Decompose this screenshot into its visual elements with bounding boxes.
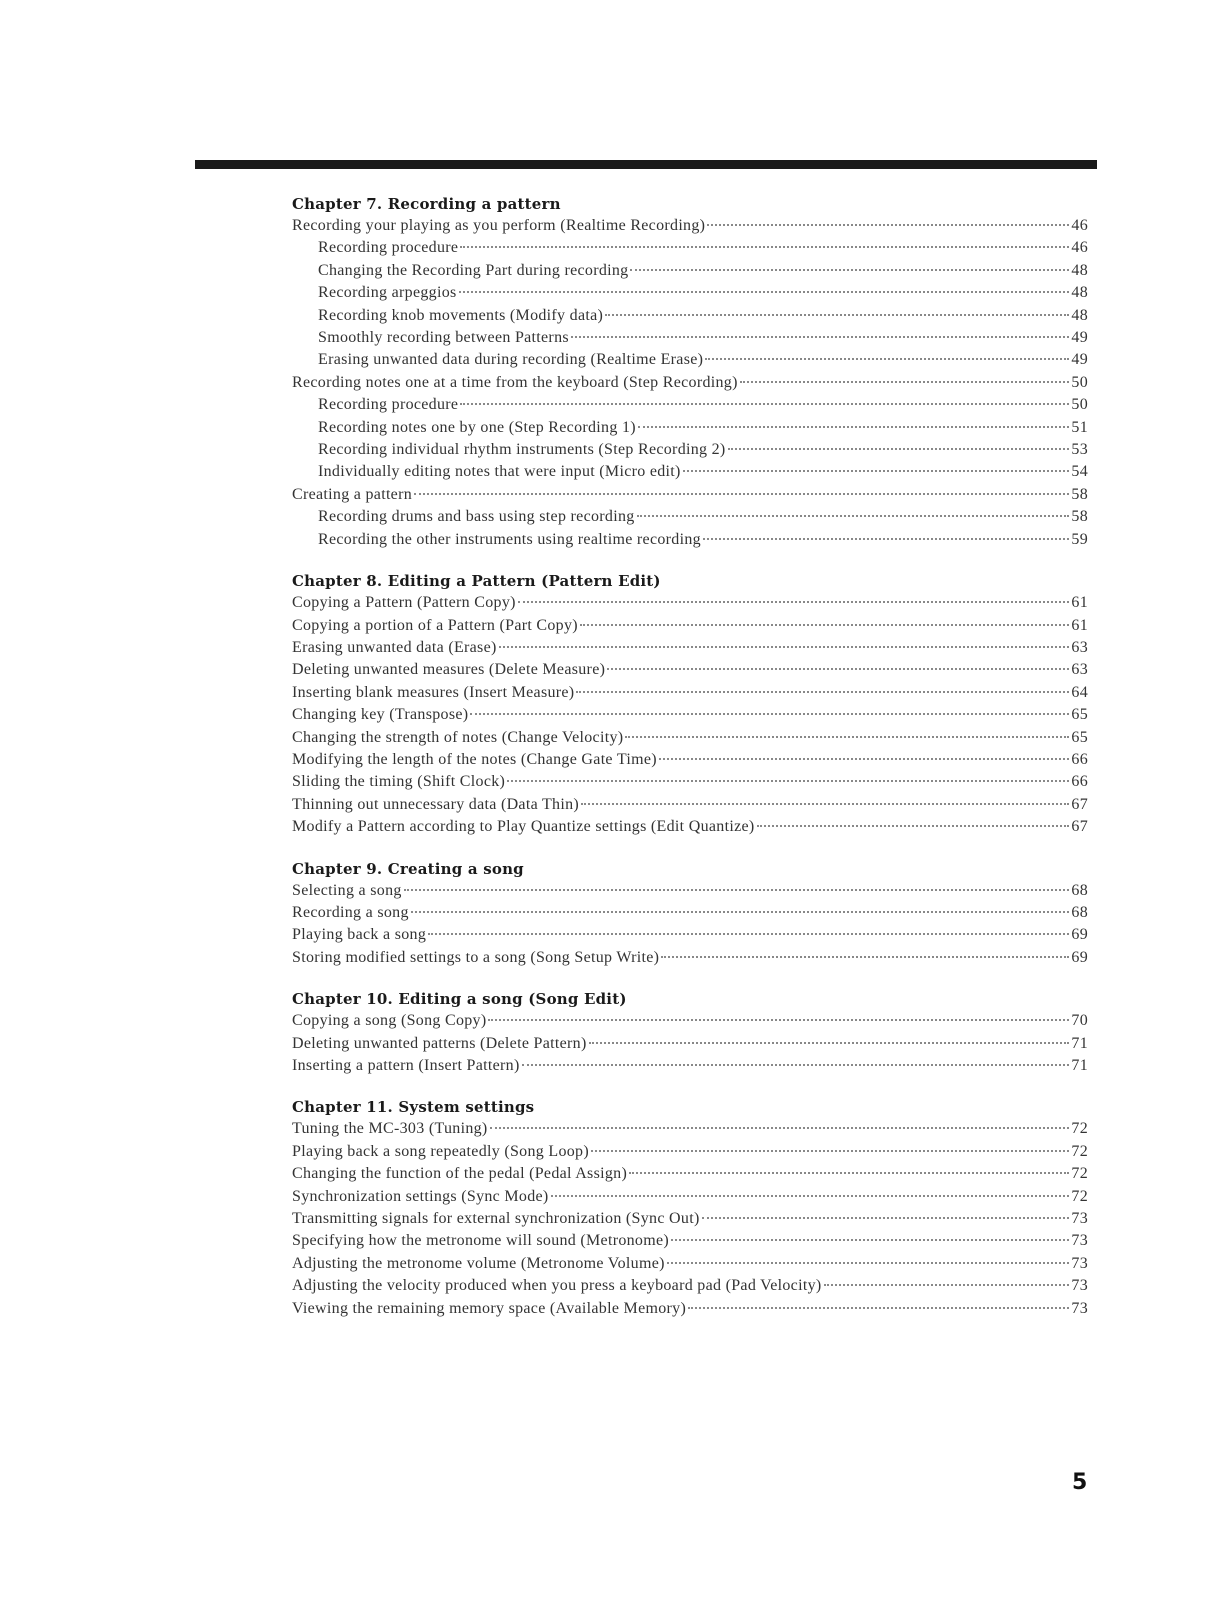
toc-entry-label: Selecting a song xyxy=(292,881,402,899)
toc-entry-page: 73 xyxy=(1071,1277,1088,1295)
toc-entry xyxy=(292,529,1088,551)
toc-entry-label: Recording individual rhythm instruments (Step Recording 2) xyxy=(318,441,726,459)
chapter-section xyxy=(292,988,1088,1077)
dot-leader xyxy=(470,713,1069,715)
toc-entry-page: 71 xyxy=(1071,1057,1088,1074)
toc-entry xyxy=(292,484,1088,506)
toc-entry xyxy=(292,794,1088,816)
chapter-title: Chapter 11. System settings xyxy=(292,1098,535,1117)
dot-leader xyxy=(460,246,1069,248)
toc-entry-label: Changing the strength of notes (Change Velocity) xyxy=(292,728,624,746)
toc-entry-label: Sliding the timing (Shift Clock) xyxy=(292,773,506,791)
toc-entry-label: Changing key (Transpose) xyxy=(292,706,469,724)
toc-entry-label: Copying a portion of a Pattern (Part Copy) xyxy=(292,616,578,634)
toc-entry-label: Recording a song xyxy=(292,903,409,921)
toc-entry-label: Thinning out unnecessary data (Data Thin) xyxy=(292,795,580,813)
chapter-title: Chapter 9. Creating a song xyxy=(292,859,524,878)
toc-entry xyxy=(292,1163,1088,1185)
toc-entry-label: Viewing the remaining memory space (Available Memory) xyxy=(292,1299,687,1317)
toc-entry xyxy=(292,461,1088,483)
toc-entry-page: 65 xyxy=(1071,706,1088,724)
dot-leader xyxy=(605,314,1069,316)
dot-leader xyxy=(428,933,1069,935)
dot-leader xyxy=(629,1172,1069,1174)
toc-entry-label: Storing modified settings to a song (Song Setup Write) xyxy=(292,948,660,966)
toc-entry xyxy=(292,439,1088,461)
toc-entry-page: 68 xyxy=(1071,903,1088,921)
chapter-title: Chapter 10. Editing a song (Song Edit) xyxy=(292,990,627,1009)
toc-entry-page: 66 xyxy=(1071,773,1088,791)
toc-entry-page: 73 xyxy=(1071,1254,1088,1272)
dot-leader xyxy=(576,691,1069,693)
toc-entry-page: 54 xyxy=(1071,463,1088,481)
toc-entry xyxy=(292,1010,1088,1032)
toc-entry xyxy=(292,659,1088,681)
dot-leader xyxy=(518,601,1070,603)
dot-leader xyxy=(659,758,1070,760)
toc-entry-page: 58 xyxy=(1071,485,1088,503)
toc-entry xyxy=(292,349,1088,371)
dot-leader xyxy=(404,889,1070,891)
toc-entry xyxy=(292,592,1088,614)
dot-leader xyxy=(499,646,1070,648)
dot-leader xyxy=(703,538,1069,540)
dot-leader xyxy=(688,1307,1069,1309)
toc-entry xyxy=(292,1230,1088,1252)
toc-entry-label: Copying a Pattern (Pattern Copy) xyxy=(292,594,516,612)
toc-entry-label: Adjusting the metronome volume (Metronome Volume) xyxy=(292,1254,665,1272)
toc-entry xyxy=(292,1141,1088,1163)
toc-entry-page: 65 xyxy=(1071,728,1088,746)
dot-leader xyxy=(581,803,1069,805)
chapter-section xyxy=(292,1096,1088,1320)
chapter-section xyxy=(292,570,1088,838)
dot-leader xyxy=(460,403,1069,405)
dot-leader xyxy=(589,1042,1070,1044)
toc-entry-page: 61 xyxy=(1071,616,1088,634)
toc-entry-page: 50 xyxy=(1071,373,1088,391)
toc-entry xyxy=(292,1186,1088,1208)
toc-entry xyxy=(292,1275,1088,1297)
toc-entry xyxy=(292,506,1088,528)
toc-entry-label: Inserting a pattern (Insert Pattern) xyxy=(292,1057,520,1074)
toc-entry-label: Inserting blank measures (Insert Measure) xyxy=(292,683,575,701)
dot-leader xyxy=(638,426,1070,428)
toc-entry xyxy=(292,727,1088,749)
toc-entry-page: 51 xyxy=(1071,418,1088,436)
dot-leader xyxy=(630,269,1069,271)
toc-entry-label: Recording arpeggios xyxy=(318,284,457,302)
toc-entry-label: Recording the other instruments using realtime recording xyxy=(318,530,701,548)
toc-entry xyxy=(292,260,1088,282)
dot-leader xyxy=(522,1064,1070,1066)
toc-entry-label: Modify a Pattern according to Play Quantize settings (Edit Quantize) xyxy=(292,818,755,836)
toc-entry-page: 58 xyxy=(1071,508,1088,526)
toc-entry xyxy=(292,1298,1088,1320)
toc-entry-page: 66 xyxy=(1071,750,1088,768)
toc-entry-label: Recording drums and bass using step recording xyxy=(318,508,635,526)
dot-leader xyxy=(728,448,1070,450)
toc-entry-page: 48 xyxy=(1071,306,1088,324)
toc-entry-label: Changing the Recording Part during recording xyxy=(318,261,629,279)
toc-entry-label: Recording procedure xyxy=(318,239,459,257)
toc-entry-label: Recording your playing as you perform (Realtime Recording) xyxy=(292,217,706,234)
toc-entry-page: 59 xyxy=(1071,530,1088,548)
dot-leader xyxy=(607,668,1069,670)
toc-entry-page: 49 xyxy=(1071,329,1088,347)
dot-leader xyxy=(580,624,1070,626)
dot-leader xyxy=(414,493,1069,495)
dot-leader xyxy=(488,1019,1069,1021)
toc-entry-page: 48 xyxy=(1071,261,1088,279)
toc-entry xyxy=(292,816,1088,838)
toc-entry-page: 46 xyxy=(1071,217,1088,234)
toc-entry xyxy=(292,1253,1088,1275)
dot-leader xyxy=(667,1262,1070,1264)
dot-leader xyxy=(705,358,1069,360)
toc-entry-label: Modifying the length of the notes (Change Gate Time) xyxy=(292,750,657,768)
dot-leader xyxy=(740,381,1070,383)
toc-entry-label: Playing back a song xyxy=(292,926,427,944)
toc-entry-label: Changing the function of the pedal (Pedal Assign) xyxy=(292,1165,628,1183)
toc-entry xyxy=(292,215,1088,237)
toc-entry-label: Creating a pattern xyxy=(292,485,413,503)
toc-entry-label: Playing back a song repeatedly (Song Loop) xyxy=(292,1142,589,1160)
dot-leader xyxy=(707,224,1069,226)
toc-entry-label: Recording knob movements (Modify data) xyxy=(318,306,604,324)
toc-entry-label: Recording notes one at a time from the keyboard (Step Recording) xyxy=(292,373,738,391)
dot-leader xyxy=(551,1195,1070,1197)
toc-entry xyxy=(292,417,1088,439)
toc-entry-label: Deleting unwanted measures (Delete Measure) xyxy=(292,661,606,679)
toc-entry-label: Deleting unwanted patterns (Delete Pattern) xyxy=(292,1034,587,1052)
toc-entry xyxy=(292,749,1088,771)
chapter-title: Chapter 8. Editing a Pattern (Pattern Edit) xyxy=(292,572,661,591)
toc-entry-page: 46 xyxy=(1071,239,1088,257)
toc-entry-page: 73 xyxy=(1071,1232,1088,1250)
toc-entry-label: Synchronization settings (Sync Mode) xyxy=(292,1187,549,1205)
toc-entry-page: 50 xyxy=(1071,396,1088,414)
toc-entry-page: 72 xyxy=(1071,1165,1088,1183)
toc-entry-label: Transmitting signals for external synchronization (Sync Out) xyxy=(292,1210,700,1228)
toc-entry-page: 67 xyxy=(1071,818,1088,836)
dot-leader xyxy=(824,1284,1070,1286)
toc-entry-page: 68 xyxy=(1071,881,1088,899)
toc-entry-page: 73 xyxy=(1071,1299,1088,1317)
toc-entry-page: 49 xyxy=(1071,351,1088,369)
dot-leader xyxy=(459,291,1070,293)
toc-entry-page: 69 xyxy=(1071,948,1088,966)
toc-entry-label: Adjusting the velocity produced when you press a keyboard pad (Pad Velocity) xyxy=(292,1277,822,1295)
toc-entry-page: 63 xyxy=(1071,638,1088,656)
toc-entry xyxy=(292,924,1088,946)
toc-entry-label: Recording notes one by one (Step Recording 1) xyxy=(318,418,636,436)
toc-entry-page: 70 xyxy=(1071,1012,1088,1030)
dot-leader xyxy=(571,336,1070,338)
toc-entry xyxy=(292,637,1088,659)
toc-entry-label: Erasing unwanted data (Erase) xyxy=(292,638,497,656)
toc-entry xyxy=(292,902,1088,924)
toc-entry-page: 48 xyxy=(1071,284,1088,302)
toc-entry xyxy=(292,305,1088,327)
toc-entry-label: Smoothly recording between Patterns xyxy=(318,329,569,347)
toc-entry-label: Copying a song (Song Copy) xyxy=(292,1012,487,1030)
dot-leader xyxy=(683,470,1070,472)
toc-entry-page: 72 xyxy=(1071,1187,1088,1205)
toc-entry xyxy=(292,682,1088,704)
dot-leader xyxy=(490,1127,1070,1129)
dot-leader xyxy=(625,736,1069,738)
toc-entry-page: 63 xyxy=(1071,661,1088,679)
dot-leader xyxy=(591,1150,1069,1152)
toc-entry-page: 73 xyxy=(1071,1210,1088,1228)
toc-entry xyxy=(292,947,1088,969)
toc-entry-label: Individually editing notes that were input (Micro edit) xyxy=(318,463,681,481)
toc-entry-page: 61 xyxy=(1071,594,1088,612)
toc-entry xyxy=(292,880,1088,902)
dot-leader xyxy=(637,515,1070,517)
toc-entry-page: 72 xyxy=(1071,1120,1088,1138)
toc-entry xyxy=(292,615,1088,637)
dot-leader xyxy=(661,956,1069,958)
toc-entry-label: Erasing unwanted data during recording (Realtime Erase) xyxy=(318,351,704,369)
toc-entry xyxy=(292,704,1088,726)
toc-entry xyxy=(292,1033,1088,1055)
toc-entry-page: 67 xyxy=(1071,795,1088,813)
toc-entry-page: 64 xyxy=(1071,683,1088,701)
chapter-section xyxy=(292,858,1088,970)
page-number: 5 xyxy=(1072,1470,1088,1495)
toc-entry-label: Specifying how the metronome will sound (Metronome) xyxy=(292,1232,670,1250)
dot-leader xyxy=(411,911,1070,913)
toc-entry-page: 72 xyxy=(1071,1142,1088,1160)
toc-entry-page: 69 xyxy=(1071,926,1088,944)
toc-entry xyxy=(292,282,1088,304)
toc-entry xyxy=(292,372,1088,394)
toc-entry xyxy=(292,237,1088,259)
toc-entry-page: 53 xyxy=(1071,441,1088,459)
dot-leader xyxy=(507,780,1069,782)
toc-entry xyxy=(292,1118,1088,1140)
toc-entry xyxy=(292,1208,1088,1230)
dot-leader xyxy=(671,1239,1069,1241)
table-of-contents xyxy=(292,193,1088,1339)
toc-entry-label: Recording procedure xyxy=(318,396,459,414)
toc-entry-page: 71 xyxy=(1071,1034,1088,1052)
toc-entry xyxy=(292,1055,1088,1077)
dot-leader xyxy=(757,825,1070,827)
chapter-title: Chapter 7. Recording a pattern xyxy=(292,195,561,213)
dot-leader xyxy=(702,1217,1070,1219)
toc-entry xyxy=(292,771,1088,793)
toc-entry xyxy=(292,394,1088,416)
toc-entry xyxy=(292,327,1088,349)
top-rule xyxy=(195,160,1097,169)
chapter-section xyxy=(292,193,1088,551)
toc-entry-label: Tuning the MC-303 (Tuning) xyxy=(292,1120,488,1138)
